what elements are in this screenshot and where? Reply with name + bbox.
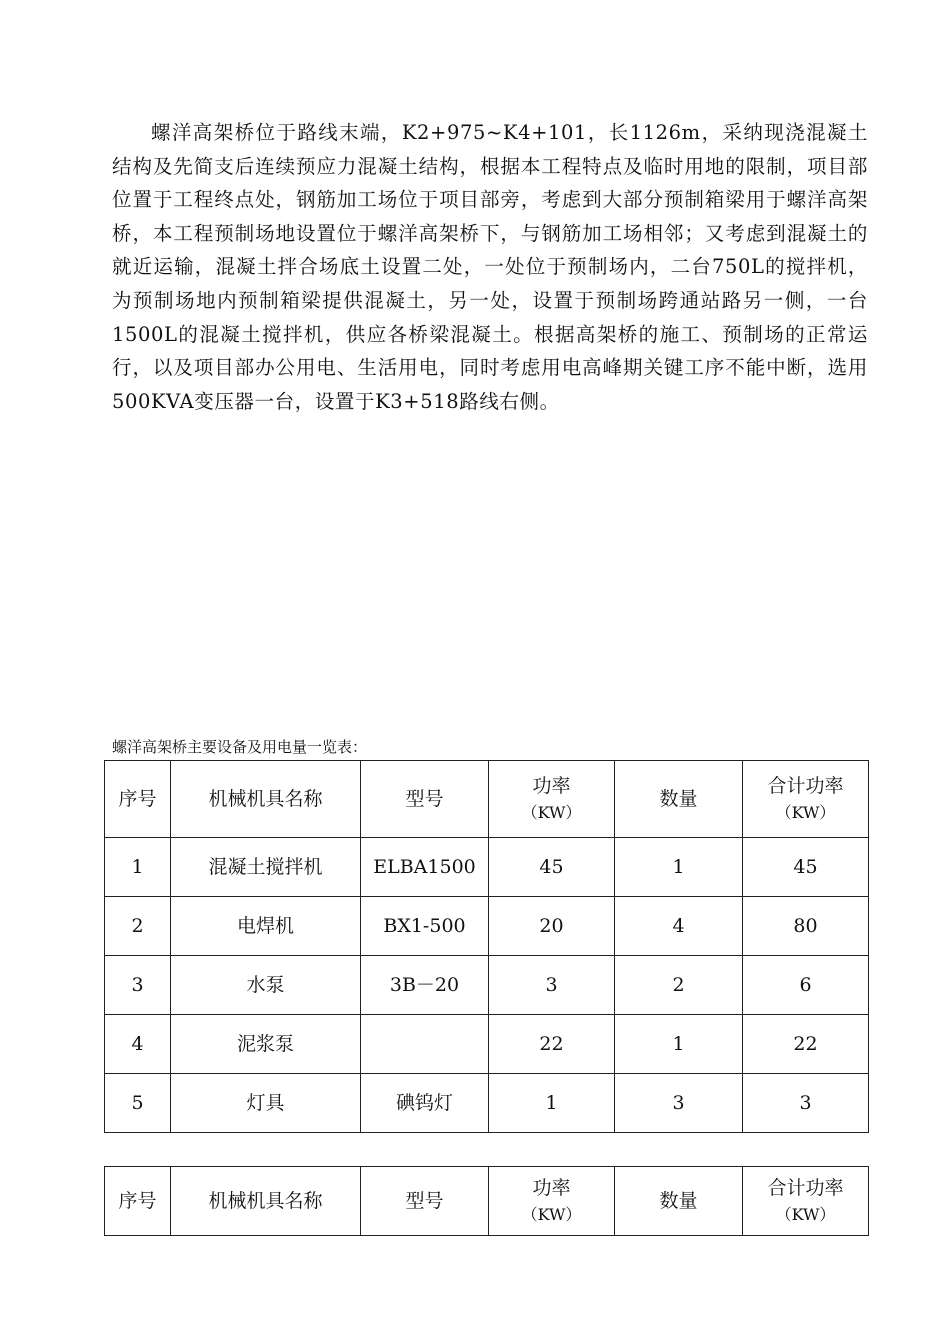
table-header-row [105,1167,869,1236]
header-total-unit: （KW） [775,1205,836,1224]
cell-power: 20 [489,897,615,956]
cell-qty: 1 [615,838,743,897]
table-header-row [105,761,869,838]
cell-qty: 4 [615,897,743,956]
equipment-table-continued-header [104,1166,869,1236]
cell-total: 6 [743,956,869,1015]
cell-qty: 1 [615,1015,743,1074]
header-qty: 数量 [615,1167,743,1236]
header-power [489,761,615,838]
header-power-unit: （KW） [521,1205,582,1224]
cell-total: 45 [743,838,869,897]
header-total-unit: （KW） [775,803,836,822]
table-caption: 螺洋高架桥主要设备及用电量一览表： [112,738,368,756]
cell-model: 碘钨灯 [361,1074,489,1133]
cell-power: 45 [489,838,615,897]
cell-name: 泥浆泵 [171,1015,361,1074]
header-total [743,1167,869,1236]
cell-model: BX1-500 [361,897,489,956]
cell-seq: 1 [105,838,171,897]
cell-model: ELBA1500 [361,838,489,897]
cell-total: 22 [743,1015,869,1074]
table-row [105,897,869,956]
cell-total: 80 [743,897,869,956]
body-paragraph: 螺洋高架桥位于路线末端，K2+975~K4+101，长1126m，采纳现浇混凝土结构及先简支后连续预应力混凝土结构，根据本工程特点及临时用地的限制，项目部位置于工程终点处，钢筋加工场位于项目部旁，考虑到大部分预制箱梁用于螺洋高架桥，本工程预制场地设置位于螺洋高架桥下，与钢筋加工场相邻；又考虑到混凝土的就近运输，混凝土拌合场底土设置二处，一处位于预制场内，二台750L的搅拌机，为预制场地内预制箱梁提供混凝土，另一处，设置于预制场跨通站路另一侧，一台1500L的混凝土搅拌机，供应各桥梁混凝土。根据高架桥的施工、预制场的正常运行，以及项目部办公用电、生活用电，同时考虑用电高峰期关键工序不能中断，选用500KVA变压器一台，设置于K3+518路线右侧。 [112,121,868,413]
cell-qty: 2 [615,956,743,1015]
cell-power: 1 [489,1074,615,1133]
header-name: 机械机具名称 [171,1167,361,1236]
header-power-label: 功率 [532,775,571,797]
header-seq: 序号 [105,1167,171,1236]
cell-name: 灯具 [171,1074,361,1133]
header-power-label: 功率 [532,1177,571,1199]
table-row [105,956,869,1015]
cell-total: 3 [743,1074,869,1133]
header-model: 型号 [361,761,489,838]
cell-seq: 3 [105,956,171,1015]
table-row [105,1074,869,1133]
cell-name: 电焊机 [171,897,361,956]
header-total [743,761,869,838]
cell-model: 3B－20 [361,956,489,1015]
header-total-label: 合计功率 [767,775,844,797]
cell-seq: 5 [105,1074,171,1133]
header-total-label: 合计功率 [767,1177,844,1199]
cell-qty: 3 [615,1074,743,1133]
equipment-table [104,760,869,1133]
table-row [105,838,869,897]
header-qty: 数量 [615,761,743,838]
header-model: 型号 [361,1167,489,1236]
header-name: 机械机具名称 [171,761,361,838]
cell-seq: 2 [105,897,171,956]
cell-seq: 4 [105,1015,171,1074]
header-seq: 序号 [105,761,171,838]
cell-power: 3 [489,956,615,1015]
cell-name: 混凝土搅拌机 [171,838,361,897]
cell-model [361,1015,489,1074]
header-power-unit: （KW） [521,803,582,822]
header-power [489,1167,615,1236]
cell-name: 水泵 [171,956,361,1015]
table-row [105,1015,869,1074]
cell-power: 22 [489,1015,615,1074]
